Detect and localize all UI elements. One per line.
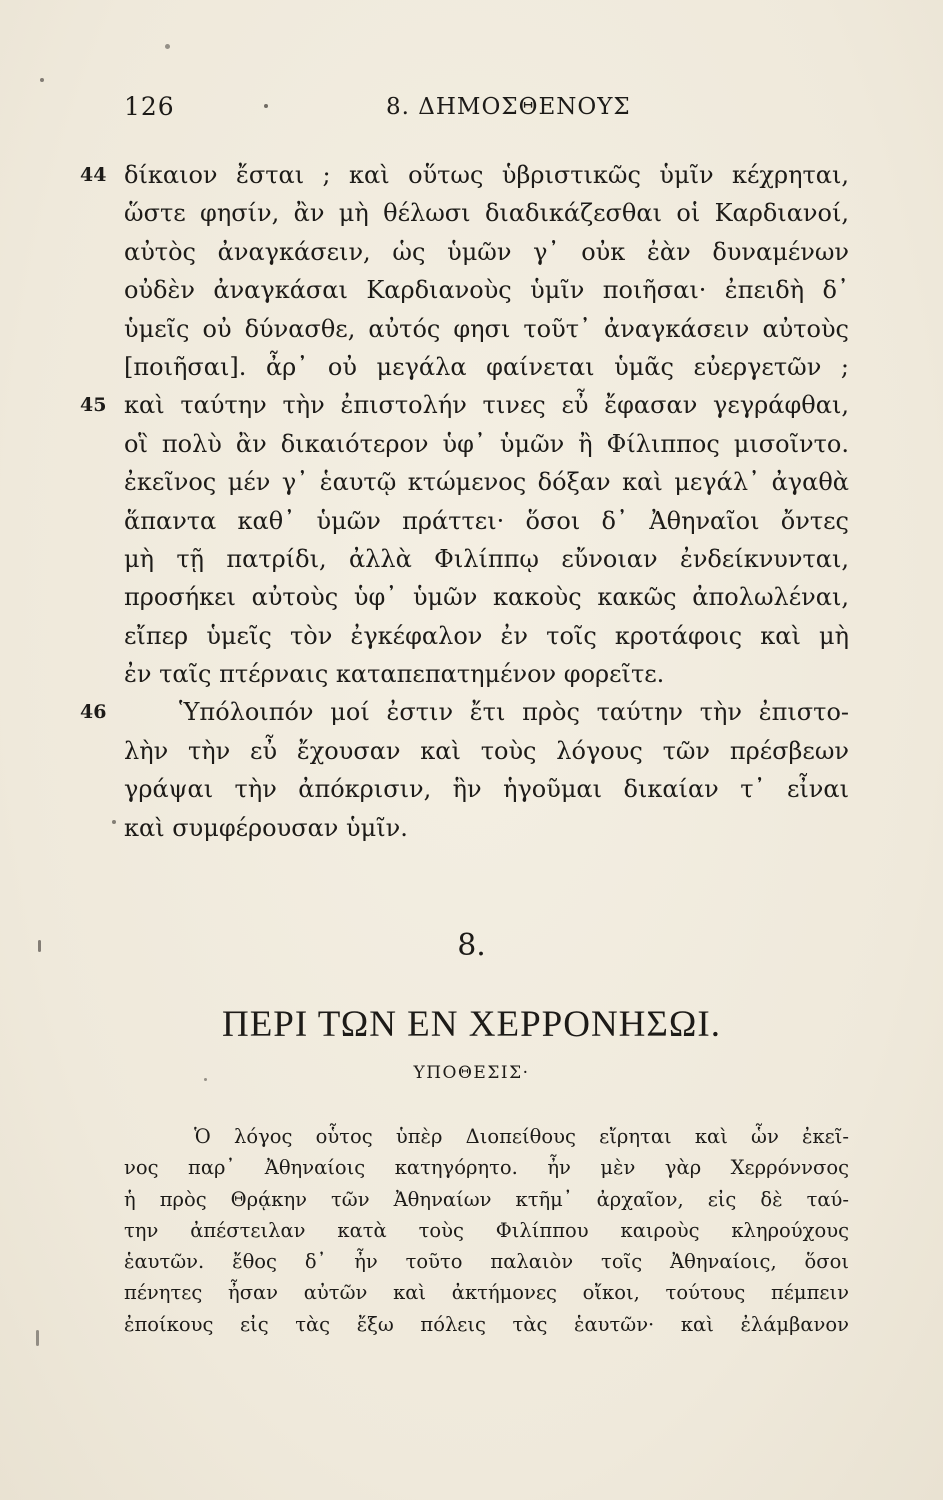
text-line	[124, 463, 849, 501]
text-line	[124, 770, 849, 808]
chapter-number: 8.	[457, 928, 486, 963]
text-line	[80, 386, 849, 424]
ink-speck	[264, 104, 268, 108]
text-line	[124, 732, 849, 770]
hypothesis-label: ΥΠΟΘΕΣΙΣ·	[413, 1063, 530, 1083]
text-line	[124, 310, 849, 348]
summary-line: πένητες ἦσαν αὐτῶν καὶ ἀκτήμονες οἴκοι, τούτους πέμπειν	[124, 1281, 849, 1305]
ink-speck	[36, 1330, 39, 1346]
summary-line: ἐποίκους εἰς τὰς ἔξω πόλεις τὰς ἑαυτῶν· καὶ ἐλάμβανον	[124, 1312, 849, 1336]
summary-line: ἑαυτῶν. ἔθος δ᾽ ἦν τοῦτο παλαιὸν τοῖς Ἀθηναίοις, ὅσοι	[124, 1250, 849, 1274]
line-text: ὑμεῖς οὐ δύνασθε, αὐτός φησι τοῦτ᾽ ἀναγκάσειν αὐτοὺς	[124, 314, 849, 343]
section-number: 46	[80, 701, 107, 724]
line-text: γράψαι τὴν ἀπόκρισιν, ἣν ἡγοῦμαι δικαίαν τ᾽ εἶναι	[124, 775, 849, 804]
text-line	[80, 693, 849, 731]
text-line	[124, 578, 849, 616]
text-line	[124, 617, 849, 655]
section-number: 45	[80, 394, 107, 417]
text-line	[124, 809, 849, 847]
text-line	[124, 540, 849, 578]
summary-line: Ὁ λόγος οὗτος ὑπὲρ Διοπείθους εἴρηται καὶ ὧν ἐκεῖ-	[194, 1125, 849, 1148]
line-text: καὶ ταύτην τὴν ἐπιστολήν τινες εὖ ἔφασαν γεγράφθαι,	[124, 391, 849, 420]
ink-speck	[165, 44, 170, 49]
line-text: ὥστε φησίν, ἂν μὴ θέλωσι διαδικάζεσθαι οἱ Καρδιανοί,	[124, 199, 849, 228]
line-text: δίκαιον ἔσται ; καὶ οὕτως ὑβριστικῶς ὑμῖν κέχρηται,	[124, 161, 849, 189]
page-number: 126	[124, 92, 175, 121]
line-text: ἅπαντα καθ᾽ ὑμῶν πράττει· ὅσοι δ᾽ Ἀθηναῖοι ὄντες	[124, 506, 849, 535]
ink-speck	[38, 940, 41, 952]
line-text: εἴπερ ὑμεῖς τὸν ἐγκέφαλον ἐν τοῖς κροτάφοις καὶ μὴ	[124, 621, 849, 650]
summary-line: νος παρ᾽ Ἀθηναίοις κατηγόρητο. ἦν μὲν γὰρ Χερρόννσος	[124, 1156, 849, 1180]
ink-speck	[40, 78, 44, 82]
oration-text	[80, 156, 849, 847]
line-text: μὴ τῇ πατρίδι, ἀλλὰ Φιλίππῳ εὔνοιαν ἐνδείκνυνται,	[124, 544, 849, 573]
text-line	[124, 655, 849, 693]
line-text: οἳ πολὺ ἂν δικαιότερον ὑφ᾽ ὑμῶν ἢ Φίλιππος μισοῖντο.	[124, 429, 849, 458]
hypothesis-text	[124, 1121, 849, 1340]
section-number: 44	[80, 164, 107, 186]
text-line	[124, 425, 849, 463]
text-line	[124, 271, 849, 309]
text-line	[80, 156, 849, 194]
summary-line: ἡ πρὸς Θρᾴκην τῶν Ἀθηναίων κτῆμ᾽ ἀρχαῖον, εἰς δὲ ταύ-	[124, 1187, 849, 1211]
running-head	[124, 92, 864, 132]
running-title: 8. ΔΗΜΟΣΘΕΝΟΥΣ	[386, 94, 631, 120]
line-text: Ὑπόλοιπόν μοί ἐστιν ἔτι πρὸς ταύτην τὴν ἐπιστο-	[179, 698, 849, 727]
line-text: ἐν ταῖς πτέρναις καταπεπατημένον φορεῖτε.	[124, 660, 665, 689]
line-text: [ποιῆσαι]. ἆρ᾽ οὐ μεγάλα φαίνεται ὑμᾶς εὐεργετῶν ;	[124, 352, 849, 381]
ink-speck	[204, 1078, 207, 1081]
summary-line: την ἀπέστειλαν κατὰ τοὺς Φιλίππου καιροὺς κληρούχους	[124, 1218, 849, 1242]
text-line	[124, 348, 849, 386]
line-text: ἐκεῖνος μέν γ᾽ ἑαυτῷ κτώμενος δόξαν καὶ μεγάλ᾽ ἀγαθὰ	[124, 468, 849, 497]
line-text: καὶ συμφέρουσαν ὑμῖν.	[124, 813, 408, 842]
text-line	[124, 233, 849, 271]
text-line	[124, 194, 849, 232]
text-line	[124, 502, 849, 540]
line-text: λὴν τὴν εὖ ἔχουσαν καὶ τοὺς λόγους τῶν πρέσβεων	[124, 736, 849, 765]
ink-speck	[112, 820, 116, 824]
line-text: προσήκει αὐτοὺς ὑφ᾽ ὑμῶν κακοὺς κακῶς ἀπολωλέναι,	[124, 583, 849, 612]
line-text: αὐτὸς ἀναγκάσειν, ὡς ὑμῶν γ᾽ οὐκ ἐὰν δυναμένων	[124, 237, 849, 266]
chapter-title: ΠΕΡΙ ΤΩΝ ΕΝ ΧΕΡΡΟΝΗΣΩΙ.	[221, 1004, 721, 1045]
line-text: οὐδὲν ἀναγκάσαι Καρδιανοὺς ὑμῖν ποιῆσαι· ἐπειδὴ δ᾽	[124, 276, 849, 305]
